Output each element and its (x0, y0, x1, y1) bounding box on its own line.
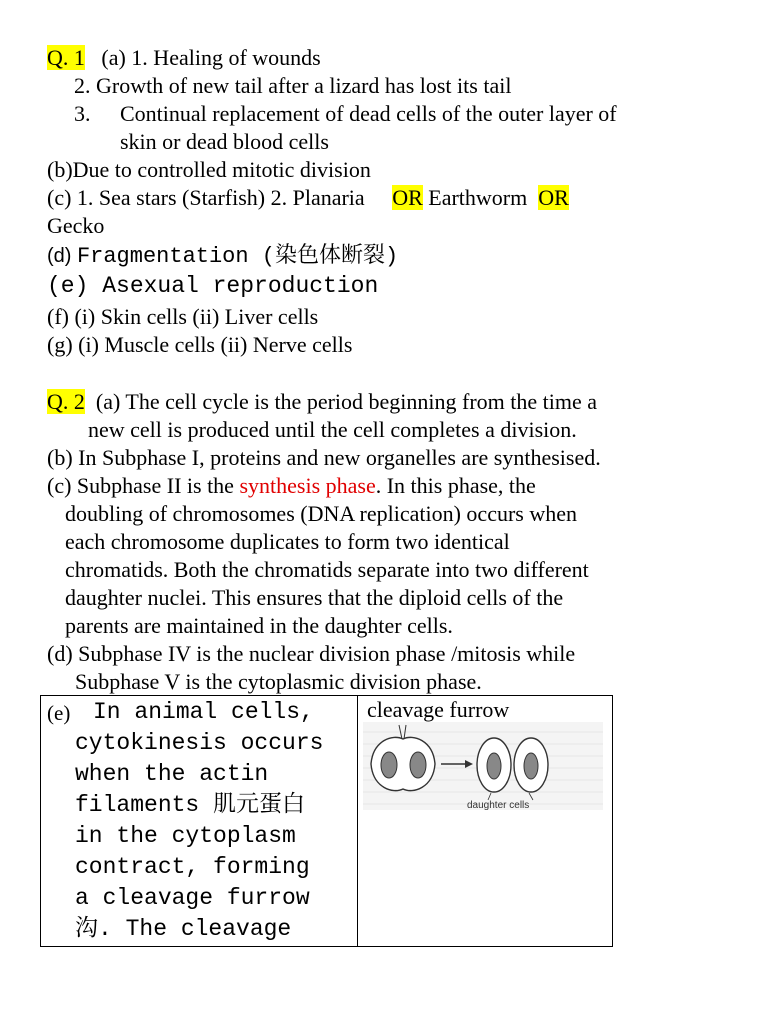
q1-d-label: (d) (47, 245, 72, 267)
q1-a3-line2: skin or dead blood cells (120, 129, 329, 154)
q1-c-line2: Gecko (47, 213, 105, 238)
q1-a3-line1: Continual replacement of dead cells of the outer layer of (120, 101, 617, 126)
nucleus-right (410, 752, 426, 778)
q1-c-or-2: OR (538, 185, 569, 210)
cleavage-furrow-diagram (363, 722, 603, 810)
q1-a-text: (a) 1. Healing of wounds (101, 45, 321, 70)
q2-e-line-4: filaments 肌元蛋白 (75, 792, 306, 818)
q2-b: (b) In Subphase I, proteins and new organelles are synthesised. (47, 445, 601, 470)
daughter-nucleus-2 (524, 753, 538, 779)
figure-caption: cleavage furrow (367, 697, 510, 722)
q2-e-line-6: contract, forming (75, 854, 310, 880)
q2-c-line2: doubling of chromosomes (DNA replication) occurs when (65, 501, 577, 526)
nucleus-left (381, 752, 397, 778)
q2-a-line2: new cell is produced until the cell completes a division. (88, 417, 577, 442)
q1-c-line1 (47, 184, 569, 212)
q2-c-pre: (c) Subphase II is the (47, 473, 240, 498)
q1-b: (b)Due to controlled mitotic division (47, 157, 371, 182)
q2-c-line5: daughter nuclei. This ensures that the diploid cells of the (65, 585, 564, 610)
table-divider (357, 696, 358, 946)
q2-c-line4: chromatids. Both the chromatids separate into two different (65, 557, 589, 582)
q1-a3-number: 3. (74, 101, 91, 126)
q1-label: Q. 1 (47, 45, 85, 70)
q1-line-a (47, 44, 321, 72)
q2-c-line1 (47, 472, 536, 500)
q2-e-line-7: a cleavage furrow (75, 885, 310, 911)
daughter-cells-label: daughter cells (467, 800, 530, 810)
q2-e-line-8: 沟. The cleavage (75, 916, 292, 942)
q1-c-or-1: OR (392, 185, 423, 210)
q2-e-line-1: In animal cells, (93, 699, 314, 725)
q2-label: Q. 2 (47, 389, 85, 414)
q1-d-text: Fragmentation (染色体断裂) (76, 244, 399, 269)
q2-e-line-3: when the actin (75, 761, 269, 787)
q1-a2: 2. Growth of new tail after a lizard has lost its tail (74, 73, 512, 98)
q2-e-line-2: cytokinesis occurs (75, 730, 324, 756)
q1-f: (f) (i) Skin cells (ii) Liver cells (47, 304, 319, 329)
q1-g: (g) (i) Muscle cells (ii) Nerve cells (47, 332, 353, 357)
q1-c-part1: (c) 1. Sea stars (Starfish) 2. Planaria (47, 185, 365, 210)
q2-d-line2: Subphase V is the cytoplasmic division phase. (75, 669, 482, 694)
q2-d-line1: (d) Subphase IV is the nuclear division phase /mitosis while (47, 641, 576, 666)
q1-c-part2: Earthworm (428, 185, 528, 210)
q2-c-highlight: synthesis phase (239, 473, 376, 498)
q2-line-a1 (47, 388, 597, 416)
q1-e: (e) Asexual reproduction (47, 273, 379, 299)
q2-c-line3: each chromosome duplicates to form two identical (65, 529, 510, 554)
q2-e-label: (e) (47, 701, 71, 725)
q2-e-line-5: in the cytoplasm (75, 823, 296, 849)
q2-c-line6: parents are maintained in the daughter cells. (65, 613, 453, 638)
q2-e-table (40, 695, 613, 947)
daughter-nucleus-1 (487, 753, 501, 779)
q1-d (47, 241, 398, 271)
q2-c-post: . In this phase, the (375, 473, 536, 498)
q2-a-text: (a) The cell cycle is the period beginning from the time a (95, 389, 598, 414)
